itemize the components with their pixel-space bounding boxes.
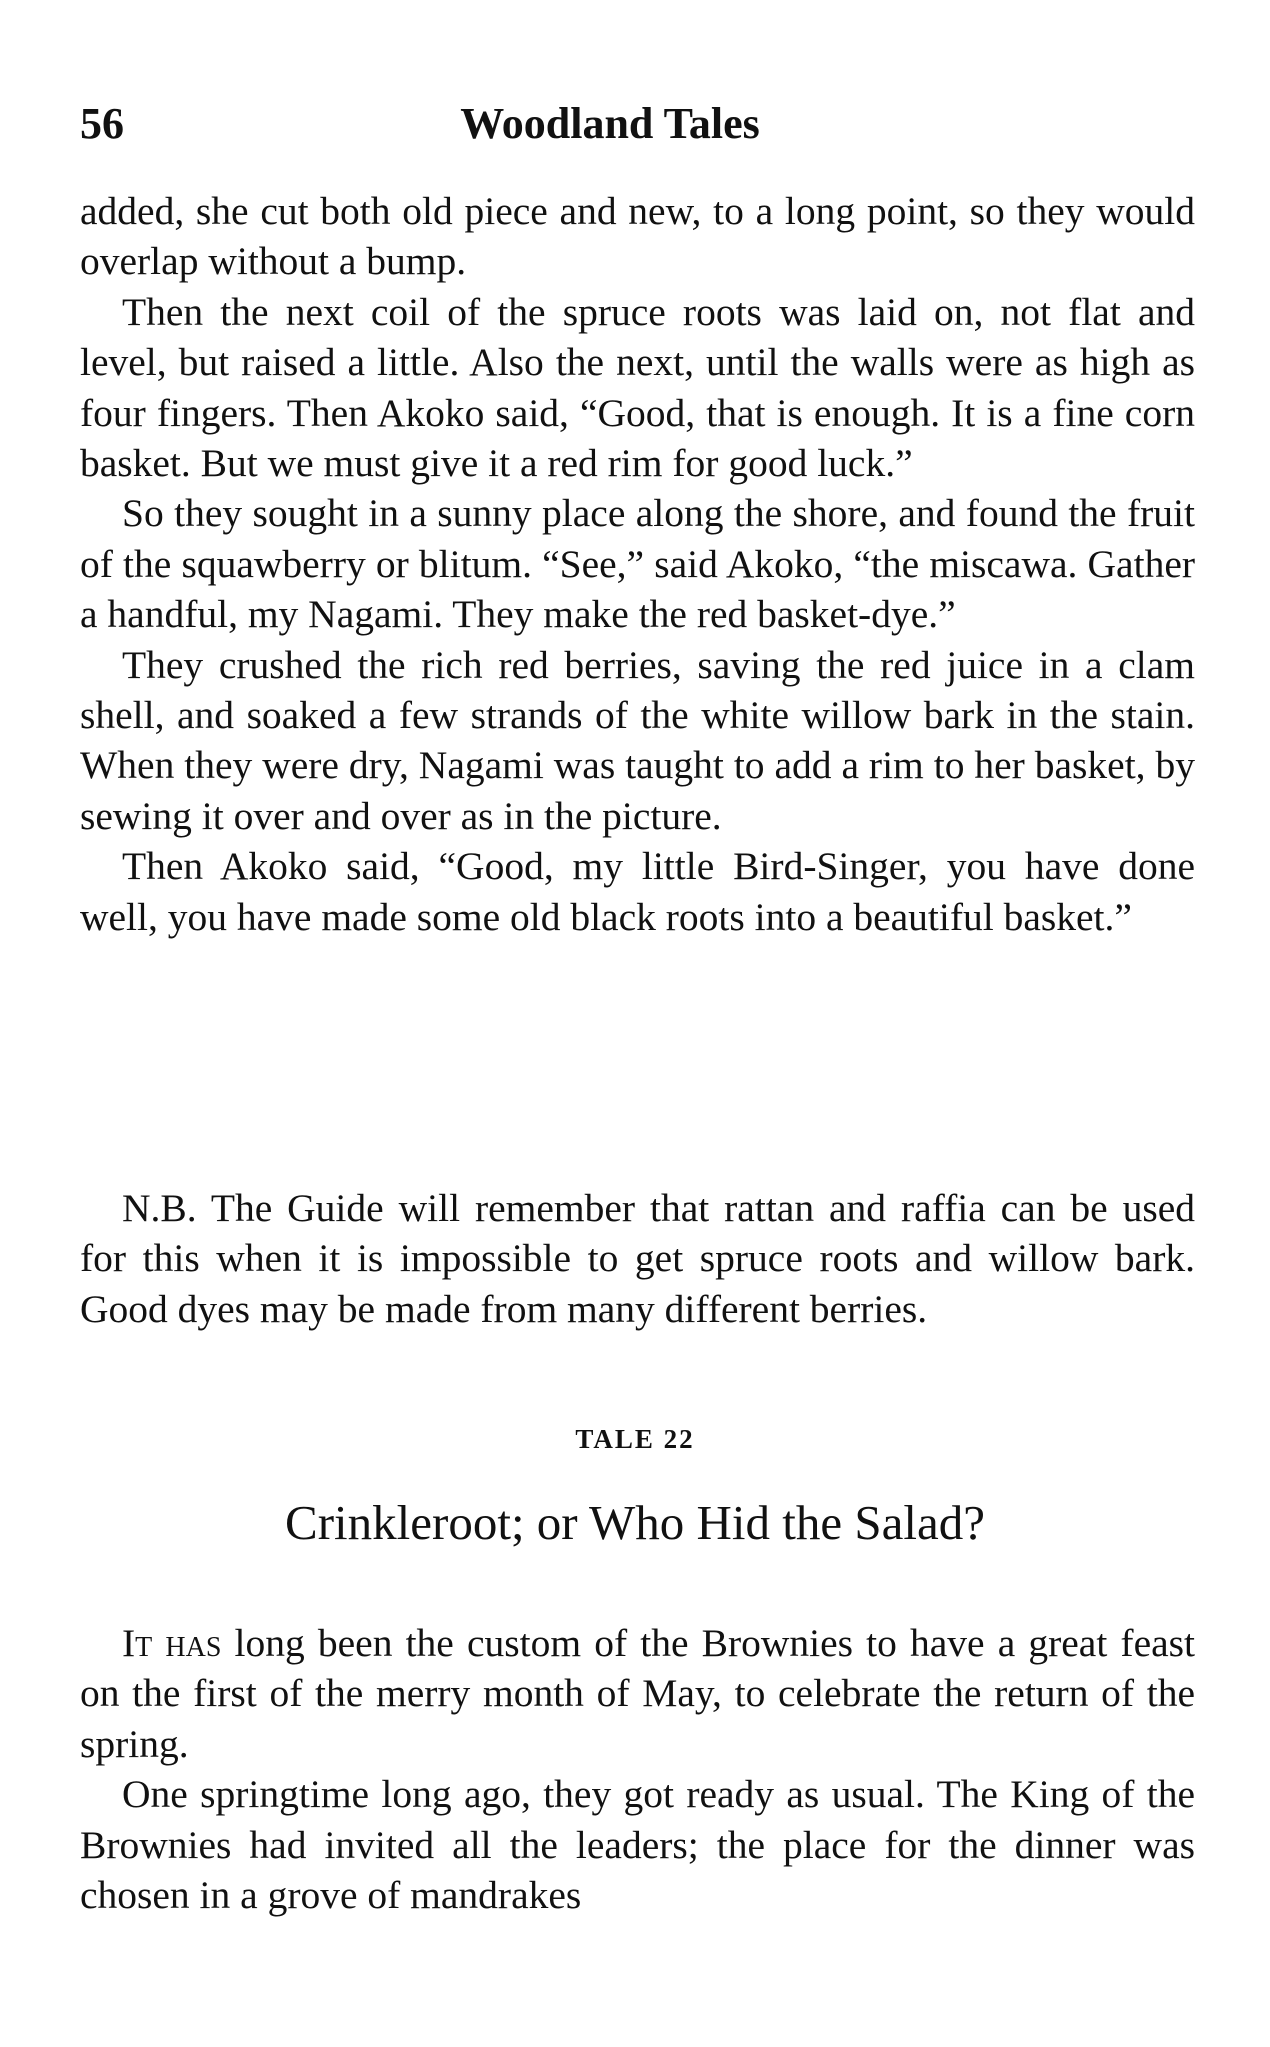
page-number: 56 — [80, 99, 124, 148]
guide-note — [80, 1183, 1195, 1334]
opening-rest: long been the custom of the Brownies to have a great feast on the first of the merry month of May, to celebrate the return of the spring. — [80, 1621, 1195, 1766]
paragraph-continuation: added, she cut both old piece and new, to a long point, so they would overlap without a bump. — [80, 189, 1195, 284]
section-basket-story — [80, 186, 1195, 942]
paragraph-red-berries: They crushed the rich red berries, saving the red juice in a clam shell, and soaked a few strands of the white willow bark in the stain. When they were dry, Nagami was taught to add a rim to her basket, by sewing it over and over as in the picture. — [80, 642, 1195, 838]
paragraph-next-coil: Then the next coil of the spruce roots was laid on, not flat and level, but raised a little. Also the next, until the walls were as high as four fingers. Then Akoko said, “Good, that is enough. It is a fine corn basket. But we must give it a red rim for good luck.” — [80, 289, 1195, 486]
tale-body — [80, 1618, 1195, 1920]
paragraph-bird-singer: Then Akoko said, “Good, my little Bird-Singer, you have done well, you have made some old black roots into a beautiful basket.” — [80, 844, 1195, 939]
tale-number-label: TALE 22 — [575, 1424, 695, 1454]
tale-paragraph-opening — [80, 1618, 1195, 1769]
tale-paragraph-springtime: One springtime long ago, they got ready as usual. The King of the Brownies had invited all the leaders; the place for the dinner was chosen in a grove of mandrakes — [80, 1772, 1195, 1918]
opening-smallcaps: It has — [122, 1621, 222, 1665]
book-title: Woodland Tales — [460, 99, 760, 148]
note-paragraph: N.B. The Guide will remember that rattan and raffia can be used for this when it is impossible to get spruce roots and willow bark. Good dyes may be made from many different berries. — [80, 1186, 1195, 1331]
running-head — [80, 98, 1200, 158]
paragraph-squawberry: So they sought in a sunny place along the shore, and found the fruit of the squawberry or blitum. “See,” said Akoko, “the miscawa. Gather a handful, my Nagami. They make the red basket-dye.” — [80, 491, 1195, 637]
tale-title: Crinkleroot; or Who Hid the Salad? — [285, 1495, 985, 1550]
